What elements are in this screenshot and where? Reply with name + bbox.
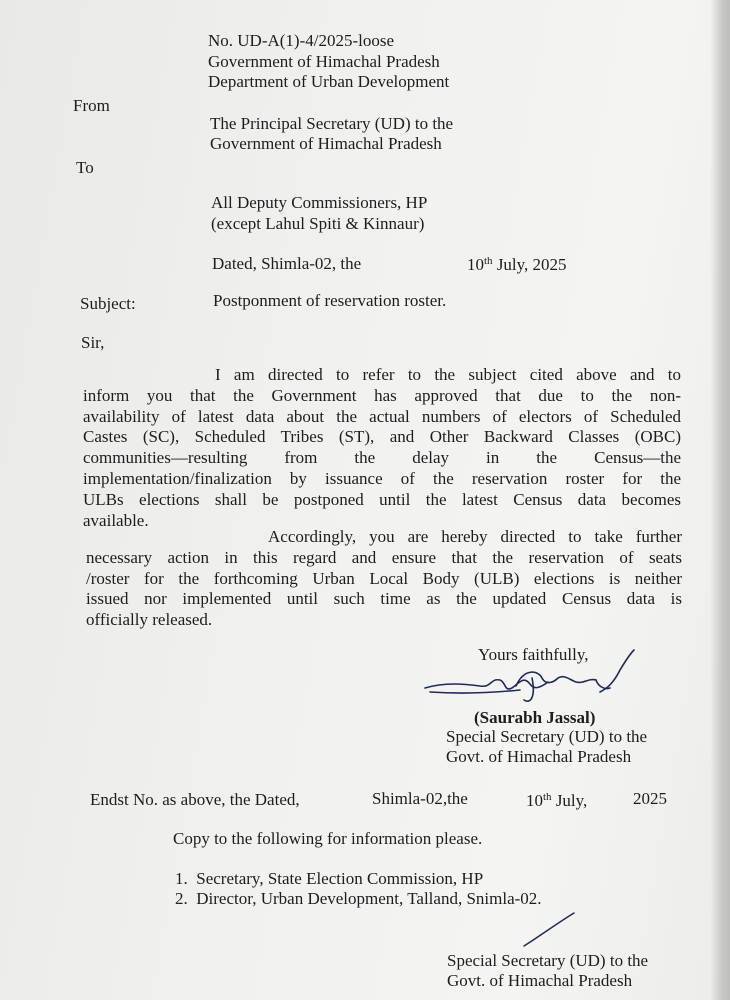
para2-line: /roster for the forthcoming Urban Local Body (ULB) elections is neither <box>86 568 682 588</box>
para1-line: Castes (SC), Scheduled Tribes (ST), and Other Backward Classes (OBC) <box>83 427 681 447</box>
valediction: Yours faithfully, <box>478 645 589 664</box>
copy-intro: Copy to the following for information please. <box>173 829 483 848</box>
copy-item-2: 2. Director, Urban Development, Talland, Snimla-02. <box>175 889 542 908</box>
body-paragraph-2 <box>86 527 682 631</box>
dated-day-suffix: th <box>484 255 493 267</box>
endst-day: 10 <box>526 791 543 810</box>
para1-line: communities—resulting from the delay in the Census—the <box>83 448 681 468</box>
dated-day: 10 <box>467 255 484 274</box>
to-line-1: All Deputy Commissioners, HP <box>211 193 428 212</box>
subject-text: Postponment of reservation roster. <box>213 291 447 310</box>
endst-month: July, <box>551 791 588 810</box>
endst-place: Shimla-02,the <box>372 789 468 808</box>
initial-mark <box>520 910 580 950</box>
para2-line: officially released. <box>86 610 213 630</box>
para2-line: necessary action in this regard and ensure that the reservation of seats <box>86 547 682 567</box>
endst-label: Endst No. as above, the Dated, <box>90 790 300 809</box>
dated-date <box>467 251 567 275</box>
endst-day-suffix: th <box>543 791 552 803</box>
from-line-2: Government of Himachal Pradesh <box>210 134 442 153</box>
para2-line: issued nor implemented until such time as the updated Census data is <box>86 589 682 609</box>
para1-line: ULBs elections shall be postponed until the latest Census data becomes <box>83 489 681 509</box>
to-line-2: (except Lahul Spiti & Kinnaur) <box>211 214 425 233</box>
government-name: Government of Himachal Pradesh <box>208 52 440 71</box>
para1-line: implementation/finalization by issuance of the reservation roster for the <box>83 468 681 488</box>
paper-edge-shadow <box>710 0 730 1000</box>
from-line-1: The Principal Secretary (UD) to the <box>210 114 454 133</box>
para1-line: I am directed to refer to the subject cited above and to <box>215 365 681 384</box>
para2-line: Accordingly, you are hereby directed to take further <box>268 527 682 546</box>
subject-label: Subject: <box>80 294 136 313</box>
dated-month-year: July, 2025 <box>492 255 567 274</box>
endst-year: 2025 <box>633 789 667 808</box>
footer-designation-2: Govt. of Himachal Pradesh <box>447 971 633 990</box>
signatory-name: (Saurabh Jassal) <box>474 708 596 727</box>
from-label: From <box>73 96 110 115</box>
body-paragraph-1 <box>83 365 681 531</box>
para1-line: available. <box>83 510 149 530</box>
footer-designation-1: Special Secretary (UD) to the <box>447 951 649 970</box>
para1-line: availability of latest data about the actual numbers of electors of Scheduled <box>83 406 681 426</box>
signatory-designation-2: Govt. of Himachal Pradesh <box>446 747 632 766</box>
signatory-designation-1: Special Secretary (UD) to the <box>446 727 648 746</box>
dated-label: Dated, Shimla-02, the <box>212 254 362 273</box>
to-label: To <box>76 158 94 177</box>
endst-date <box>526 787 587 811</box>
file-number: No. UD-A(1)-4/2025-loose <box>208 31 395 50</box>
copy-item-1: 1. Secretary, State Election Commission, HP <box>175 869 484 888</box>
para1-line: inform you that the Government has approved that due to the non- <box>83 385 681 405</box>
handwritten-signature <box>420 648 642 706</box>
department-name: Department of Urban Development <box>208 72 450 91</box>
salutation: Sir, <box>81 333 105 352</box>
